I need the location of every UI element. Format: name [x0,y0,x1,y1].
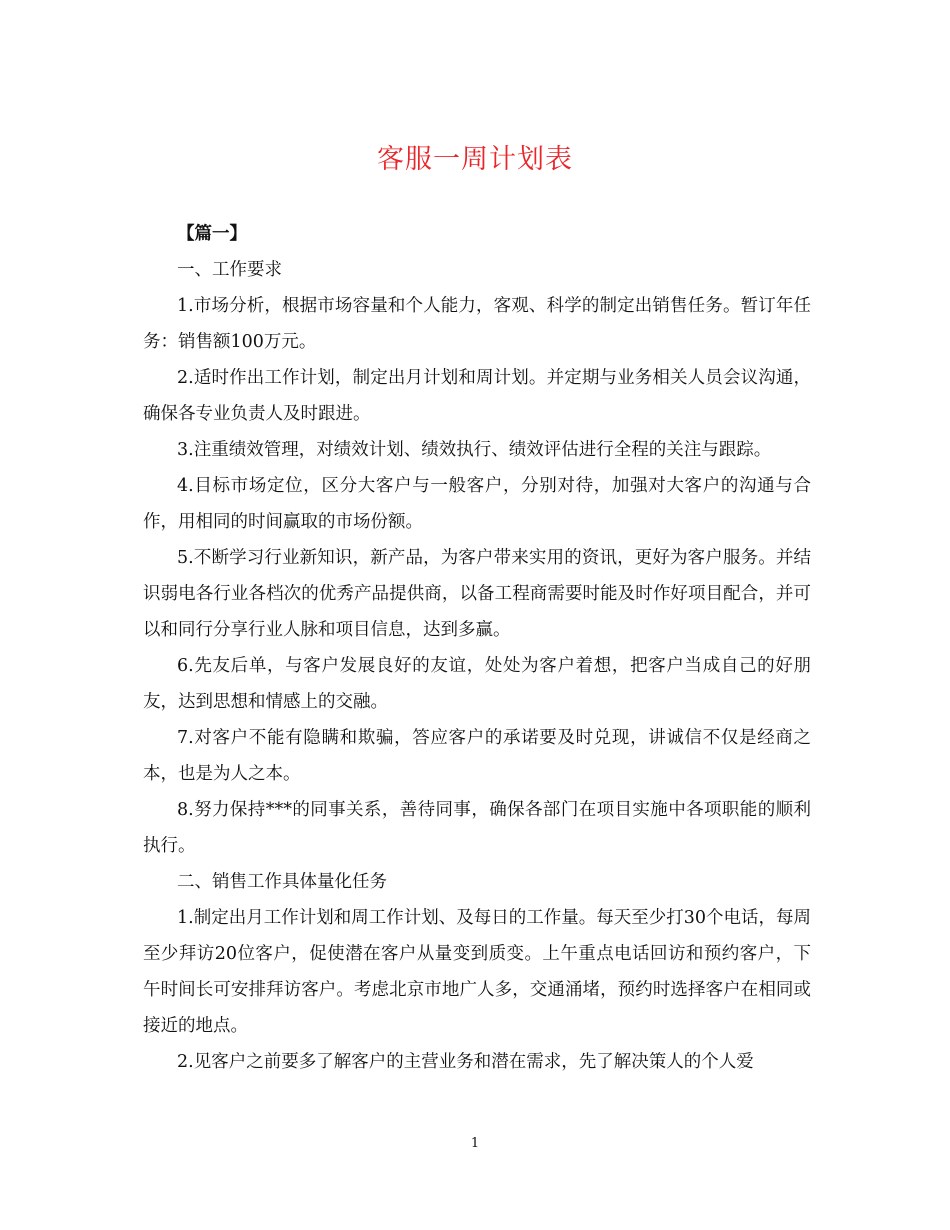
document-title: 客服一周计划表 [377,144,573,175]
section-label: 【篇一】 [177,224,247,244]
paragraph: 3.注重绩效管理，对绩效计划、绩效执行、绩效评估进行全程的关注与跟踪。 [177,440,772,460]
paragraph: 8.努力保持***的同事关系，善待同事，确保各部门在项目实施中各项职能的顺利执行。 [143,800,811,856]
paragraph: 1.市场分析，根据市场容量和个人能力，客观、科学的制定出销售任务。暂订年任务：销售额100万元。 [143,296,811,352]
paragraph: 2.适时作出工作计划，制定出月计划和周计划。并定期与业务相关人员会议沟通，确保各专业负责人及时跟进。 [143,368,811,424]
paragraph-heading-requirements: 一、工作要求 [177,260,282,280]
paragraph: 4.目标市场定位，区分大客户与一般客户，分别对待，加强对大客户的沟通与合作，用相同的时间赢取的市场份额。 [143,476,811,532]
paragraph: 5.不断学习行业新知识，新产品，为客户带来实用的资讯，更好为客户服务。并结识弱电各行业各档次的优秀产品提供商，以备工程商需要时能及时作好项目配合，并可以和同行分享行业人脉和项目信息，达到多赢。 [143,548,811,640]
page-number: 1 [470,1136,480,1151]
paragraph-heading-quantified-tasks: 二、销售工作具体量化任务 [177,872,387,892]
paragraph: 1.制定出月工作计划和周工作计划、及每日的工作量。每天至少打30个电话，每周至少拜访20位客户，促使潜在客户从量变到质变。上午重点电话回访和预约客户，下午时间长可安排拜访客户。考虑北京市地广人多，交通涌堵，预约时选择客户在相同或接近的地点。 [143,908,811,1036]
paragraph: 6.先友后单，与客户发展良好的友谊，处处为客户着想，把客户当成自己的好朋友，达到思想和情感上的交融。 [143,656,811,712]
paragraph: 7.对客户不能有隐瞒和欺骗，答应客户的承诺要及时兑现，讲诚信不仅是经商之本，也是为人之本。 [143,728,811,784]
document-body [143,216,811,1080]
paragraph: 2.见客户之前要多了解客户的主营业务和潜在需求，先了解决策人的个人爱 [177,1052,754,1072]
